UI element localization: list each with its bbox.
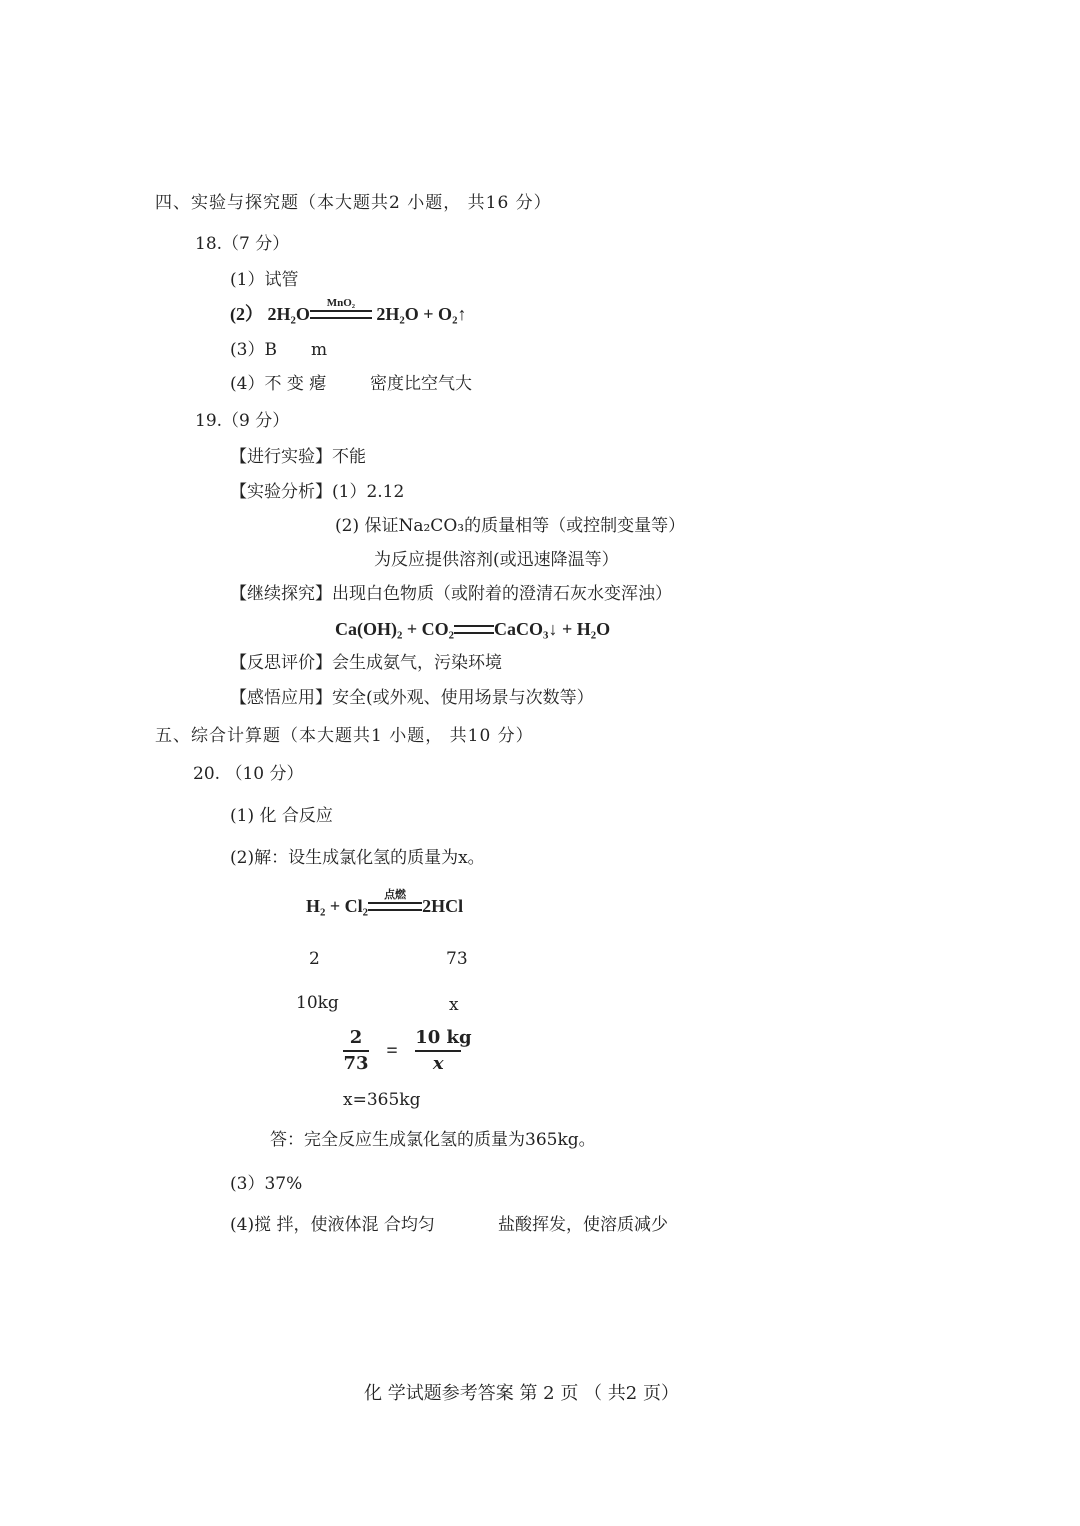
q20-result: x=365kg [343,1090,421,1110]
q20-equation [306,889,463,917]
q19-experiment: 【进行实验】不能 [230,447,366,467]
q19-header: 19.（9 分） [195,411,290,431]
q20-part4-b: 盐酸挥发，使溶质减少 [498,1215,668,1235]
q20-equation-left: H₂ + Cl₂ [306,896,369,916]
q18-part3-value: m [311,340,328,360]
q19-equation-left: Ca(OH)₂ + CO₂ [335,619,455,639]
q18-part1: (1）试管 [230,270,299,290]
q20-equation-condition: 点燃 [384,889,407,901]
q18-part4-value: 密度比空气大 [370,374,472,394]
q20-part4-a: (4)搅 拌，使液体混 合均匀 [230,1215,435,1235]
q20-part3: (3）37% [230,1174,303,1194]
q19-analysis-1: 【实验分析】(1）2.12 [230,482,405,502]
q19-equation-right: CaCO₃↓ + H₂O [494,619,611,639]
fraction-left: $\frac{2}{73}$ [343,1027,369,1074]
q20-header: 20. （10 分） [193,764,304,784]
q19-reflection: 【反思评价】会生成氨气，污染环境 [230,653,502,673]
q20-part2: (2)解：设生成氯化氢的质量为x。 [230,848,485,868]
q18-equation-right: 2H₂O + O₂↑ [376,304,467,324]
q20-mass-ratio-1: 2 [309,949,320,969]
q18-part2-equation [230,297,466,325]
equals-bar [310,310,372,319]
q18-part2-label: (2） [230,304,263,324]
q19-equation [335,612,610,640]
q18-equation-condition: MnO₂ [326,297,356,309]
q19-analysis-2: (2) 保证Na₂CO₃的质量相等（或控制变量等） [335,516,686,536]
q20-mass-ratio-2: 73 [446,949,468,969]
q20-part1: (1) 化 合反应 [230,806,333,826]
section-5-title: 五、综合计算题（本大题共1 小题， 共10 分） [155,726,534,746]
q20-proportion [343,1027,472,1075]
page-footer: 化 学试题参考答案 第 2 页 （ 共2 页） [364,1383,679,1404]
reaction-arrow [310,297,372,325]
section-4-title: 四、实验与探究题（本大题共2 小题， 共16 分） [155,193,552,213]
proportion-equals: = [386,1039,398,1062]
q18-part4-label: (4）不 变 瘪 [230,374,327,394]
q18-part3-label: (3）B [230,340,277,360]
q20-equation-right: 2HCl [422,896,464,916]
equals-sign [454,612,494,640]
q20-unknown: x [449,995,459,1015]
q19-analysis-3: 为反应提供溶剂(或迅速降温等） [374,550,619,570]
fraction-right: $\frac{10 kg}{x}$ [415,1027,472,1074]
q18-equation-left: 2H₂O [267,304,310,324]
q20-answer: 答：完全反应生成氯化氢的质量为365kg。 [270,1130,596,1150]
reaction-arrow [368,889,422,917]
q19-further-explore: 【继续探究】出现白色物质（或附着的澄清石灰水变浑浊） [230,584,672,604]
q19-application: 【感悟应用】安全(或外观、使用场景与次数等） [230,688,594,708]
q18-header: 18.（7 分） [195,234,290,254]
q20-known-mass: 10kg [296,993,339,1013]
